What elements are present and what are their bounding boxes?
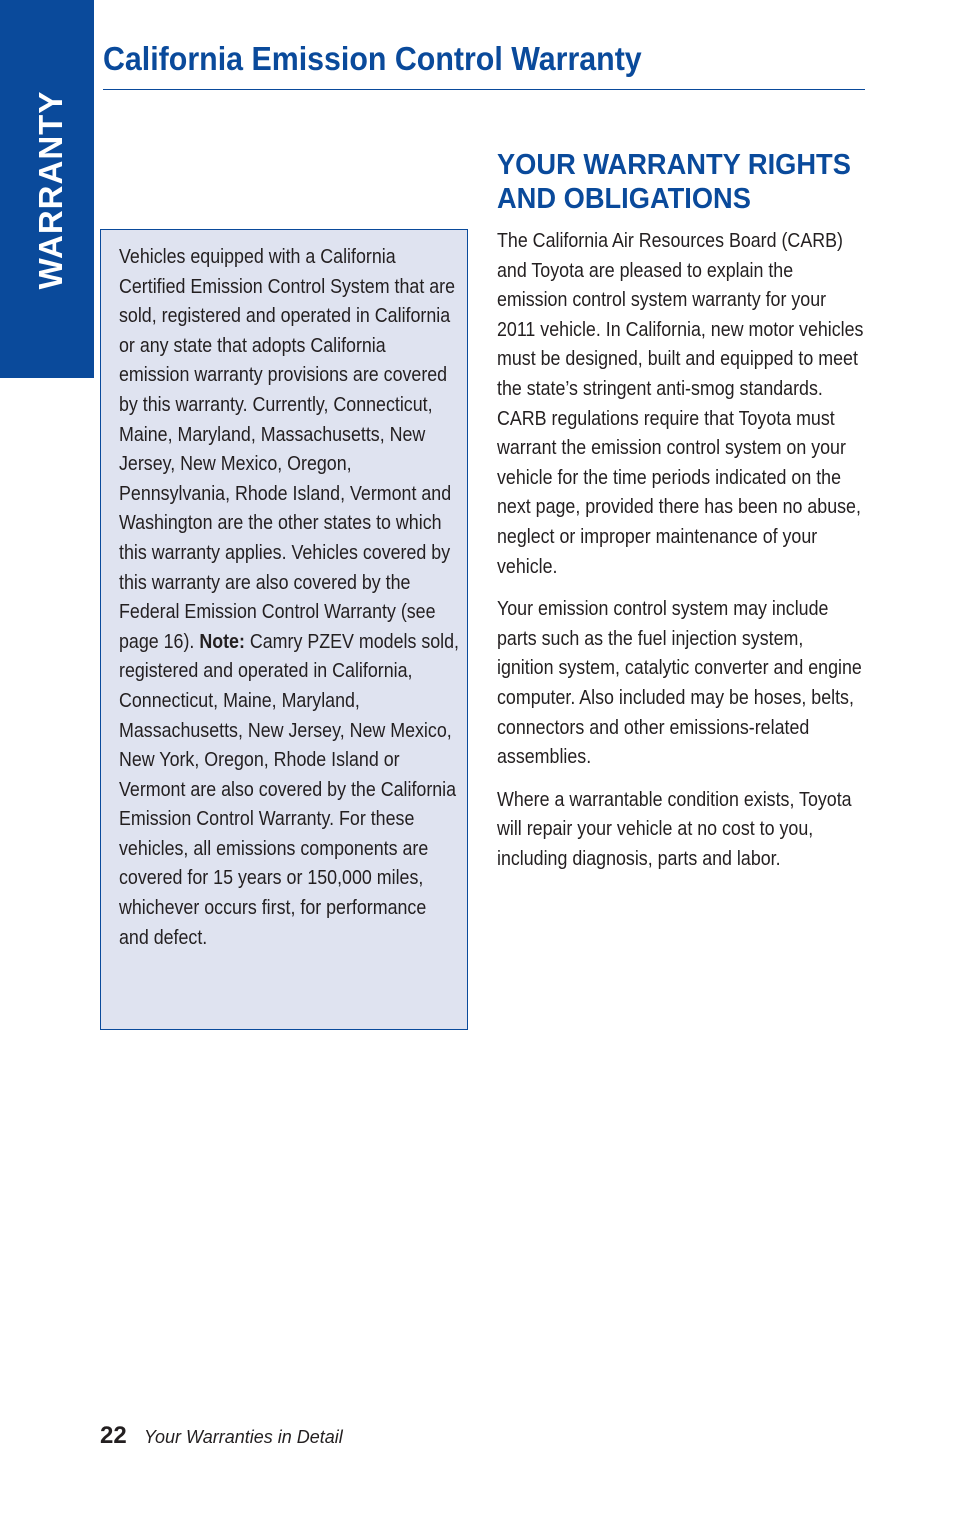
title-divider <box>103 89 865 90</box>
note-text-before: Vehicles equipped with a California Certified Emission Control System that are sold, registered and operated in California or any state that adopts California emission warranty provisions are covered by this warranty. Currently, Connecticut, Maine, Maryland, Massachusetts, New Jersey, New Mexico, Oregon, Pennsylvania, Rhode Island, Vermont and Washington are the other states to which this warranty applies. Vehicles covered by this warranty are also covered by the Federal Emission Control Warranty (see page 16). <box>119 245 456 653</box>
section-body <box>497 226 864 886</box>
side-tab-label: WARRANTY <box>32 90 69 290</box>
page-title: California Emission Control Warranty <box>103 40 642 77</box>
page-number: 22 <box>100 1422 127 1449</box>
body-paragraph-2: Your emission control system may include parts such as the fuel injection system, ignition system, catalytic converter and engine computer. Also included may be hoses, belts, connectors and other emissions-related assemblies. <box>497 597 862 769</box>
body-paragraph-1: The California Air Resources Board (CARB) and Toyota are pleased to explain the emission control system warranty for your 2011 vehicle. In California, new motor vehicles must be designed, built and equipped to meet the state’s stringent anti-smog standards. CARB regulations require that Toyota must warrant the emission control system on your vehicle for the time periods indicated on the next page, provided there has been no abuse, neglect or improper maintenance of your vehicle. <box>497 229 864 578</box>
section-heading-line-2: AND OBLIGATIONS <box>497 183 751 215</box>
section-heading <box>497 148 948 216</box>
side-section-tab <box>0 0 94 378</box>
note-box-text <box>119 242 460 952</box>
section-heading-line-1: YOUR WARRANTY RIGHTS <box>497 149 851 181</box>
note-label: Note: <box>199 629 245 653</box>
body-paragraph-3: Where a warrantable condition exists, Toyota will repair your vehicle at no cost to you, including diagnosis, parts and labor. <box>497 787 852 870</box>
note-text-after: Camry PZEV models sold, registered and operated in California, Connecticut, Maine, Maryland, Massachusetts, New Jersey, New Mexico, New York, Oregon, Rhode Island or Vermont are also covered by the California Emission Control Warranty. For these vehicles, all emissions components are covered for 15 years or 150,000 miles, whichever occurs first, for performance and defect. <box>119 629 459 949</box>
footer-section-name: Your Warranties in Detail <box>144 1427 343 1447</box>
applicability-note-box <box>100 229 468 1030</box>
